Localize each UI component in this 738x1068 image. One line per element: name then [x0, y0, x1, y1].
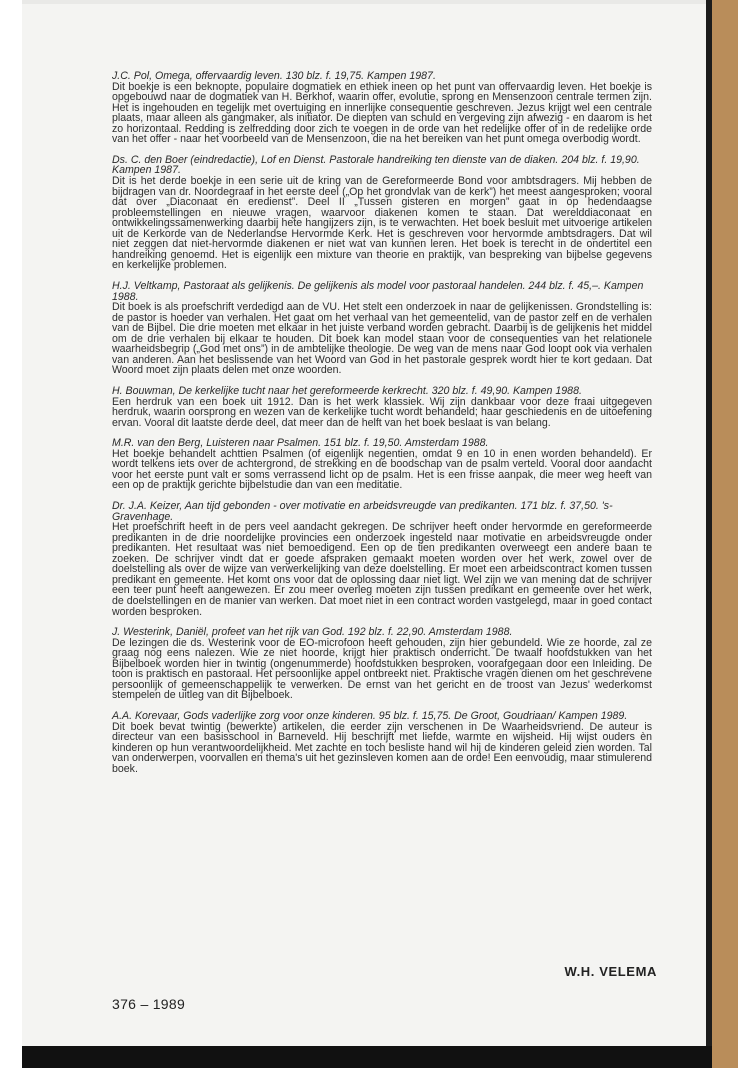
review-entry — [112, 711, 652, 774]
review-text: Dit is het derde boekje in een serie uit de kring van de Gereformeerde Bond voor ambtsdragers. Mij hebben de bijdragen van dr. Noordegraaf in het eerste deel („Op het grondvlak van de kerk”) het meest aangesproken; vooral dat over „Diaconaat en eredienst”. Deel II „Tussen gisteren en morgen” gaat in op hedendaagse probleemstellingen en nieuwe vragen, waarvoor diakenen komen te staan. Dat werelddiaconaat en ontwikkelingssamenwerking daarbij hete hangijzers zijn, is te verwachten. Het boek besluit met uitvoerige artikelen uit de Kerkorde van de Nederlandse Hervormde Kerk. Het is geschreven voor hervormde ambtsdragers. Dat wil niet zeggen dat niet-hervormde diakenen er niet wat van kunnen leren. Het boek is terecht in de ondertitel een handreiking genoemd. Het is eigenlijk een mixture van theorie en praktijk, van bespreking van bijbelse gegevens en kerkelijke problemen. — [112, 175, 652, 272]
review-entry — [112, 155, 652, 271]
review-reference: J.C. Pol, Omega, offervaardig leven. 130 blz. f. 19,75. Kampen 1987. — [112, 70, 436, 82]
review-entry — [112, 71, 652, 145]
review-entry — [112, 386, 652, 428]
review-reference: Ds. C. den Boer (eindredactie), Lof en Dienst. Pastorale handreiking ten dienste van de diaken. 204 blz. f. 19,90. Kampen 1987. — [112, 153, 640, 177]
review-reference: H. Bouwman, De kerkelijke tucht naar het gereformeerde kerkrecht. 320 blz. f. 49,90. Kampen 1988. — [112, 385, 582, 397]
review-reference: M.R. van den Berg, Luisteren naar Psalmen. 151 blz. f. 19,50. Amsterdam 1988. — [112, 437, 489, 450]
review-reference: J. Westerink, Daniël, profeet van het rijk van God. 192 blz. f. 22,90. Amsterdam 1988. — [112, 626, 513, 639]
review-text: Dit boek bevat twintig (bewerkte) artikelen, die eerder zijn verschenen in De Waarheidsvriend. De auteur is directeur van een basisschool in Barneveld. Hij beschrijft met liefde, warmte en wijsheid. Hij wijst ouders èn kinderen op hun verantwoordelijkheid. Met zachte en toch besliste hand wil hij de kinderen geleid zien worden. Tal van onderwerpen, voorvallen en thema's uit het gezinsleven komen aan de orde! Een eenvoudig, maar stimulerend boek. — [112, 720, 652, 775]
review-text: Dit boek is als proefschrift verdedigd aan de VU. Het stelt een onderzoek in naar de gelijkenissen. Grondstelling is: de pastor is hoeder van verhalen. Het gaat om het verhaal van het gemeentelid, van de pastor zelf en de verhalen van de Bijbel. Die drie moeten met elkaar in het juiste verband worden gebracht. Daarbij is de gelijkenis het middel om de drie verhalen bij elkaar te houden. Dit boek kan model staan voor de consequenties van het relationele waarheidsbegrip („God met ons”) in de ambtelijke theologie. De weg van de mens naar God loopt ook via verhalen van anderen. Aan het beslissende van het Woord van God in het pastorale gesprek wordt hier te kort gedaan. Dat Woord moet zijn plaats delen met onze woorden. — [112, 301, 652, 377]
page-top-edge — [22, 0, 706, 4]
review-entry — [112, 438, 652, 491]
page-number: 376 – 1989 — [112, 996, 186, 1012]
reviewer-signature: W.H. VELEMA — [564, 964, 657, 979]
scan-right-binding — [712, 0, 738, 1068]
review-reference: H.J. Veltkamp, Pastoraat als gelijkenis. De gelijkenis als model voor pastoraal handelen. 244 blz. f. 45,–. Kampen 1988. — [112, 279, 644, 303]
scan-left-margin — [0, 0, 22, 1068]
review-reference: Dr. J.A. Keizer, Aan tijd gebonden - over motivatie en arbeidsvreugde van predikanten. 171 blz. f. 37,50. 's-Gravenhage. — [112, 500, 613, 523]
review-text: Het boekje behandelt achttien Psalmen (of eigenlijk negentien, omdat 9 en 10 in enen worden behandeld). Er wordt telkens iets over de achtergrond, de strekking en de boodschap van de psalm verteld. Vooral door aandacht voor het eerste punt valt er soms verrassend licht op de psalm. Het is een frisse aanpak, die meer weg heeft van een op de praktijk gerichte bijbelstudie dan van een meditatie. — [112, 447, 652, 492]
review-text: De lezingen die ds. Westerink voor de EO-microfoon heeft gehouden, zijn hier gebundeld. Wie ze hoorde, zal ze graag nog eens nalezen. Wie ze niet hoorde, krijgt hier praktisch onderricht. De twaalf hoofdstukken van het Bijbelboek worden hier in twintig (ongenummerde) hoofdstukken besproken, voorafgegaan door een Inleiding. De toon is praktisch en pastoraal. Het persoonlijke appel ontbreekt niet. Praktische vragen dienen om het geschrevene persoonlijk of gemeenschappelijk te verwerken. De ernst van het gericht en de troost van Jezus' wederkomst stempelen de uitleg van dit Bijbelboek. — [112, 636, 653, 702]
scan-bottom-shadow — [22, 1046, 712, 1068]
review-entry — [112, 501, 652, 617]
review-text: Dit boekje is een beknopte, populaire dogmatiek en ethiek ineen op het punt van offervaardig leven. Het boekje is opgebouwd naar de dogmatiek van H. Berkhof, waarin offer, evolutie, sprong en Mensenzoon centrale termen zijn. Het is ingehouden en tegelijk met overtuiging en innerlijke consequentie geschreven. Jezus krijgt wel een centrale plaats, maar alleen als gangmaker, als initiator. De diepten van schuld en vergeving zijn afwezig - en daarom is het zo horizontaal. Redding is zelfredding door zich te voegen in de orde van het redelijke offer of in de redelijke orde van het offer - naar het voorbeeld van de Mensenzoon, die na het bereiken van het punt omega overbodig wordt. — [112, 80, 652, 146]
review-reference: A.A. Korevaar, Gods vaderlijke zorg voor onze kinderen. 95 blz. f. 15,75. De Groot, Goudriaan/ Kampen 1989. — [112, 710, 628, 722]
review-text: Het proefschrift heeft in de pers veel aandacht gekregen. De schrijver heeft onder hervormde en gereformeerde predikanten in de drie noordelijke provincies een onderzoek ingesteld naar motivatie en arbeidsvreugde onder predikanten. Het resultaat was niet bemoedigend. Een op de tien predikanten overweegt een andere baan te zoeken. De schrijver vindt dat er goede afspraken gemaakt moeten worden over het werk, zowel over de doelstelling als over de wijze van verwerkelijking van deze doelstelling. Er moet een arbeidscontract komen tussen predikant en gemeente. Het komt ons voor dat de oplossing daar niet ligt. Wel zijn we van mening dat de schrijver een teer punt heeft aangewezen. Er zou meer overleg moeten zijn tussen predikant en gemeente over het werk, de doelstellingen en de manier van werken. Dat moet niet in een contract worden vastgelegd, maar in goed contact worden besproken. — [112, 521, 652, 618]
review-text: Een herdruk van een boek uit 1912. Dan is het werk klassiek. Wij zijn dankbaar voor deze fraai uitgegeven herdruk, waarin oorsprong en wezen van de kerkelijke tucht wordt behandeld; haar geschiedenis en de uitoefening ervan. Vooral dit laatste derde deel, dat meer dan de helft van het boek beslaat is van belang. — [112, 395, 652, 429]
review-entry — [112, 281, 652, 376]
reviews-column — [112, 71, 652, 784]
review-entry — [112, 627, 652, 701]
